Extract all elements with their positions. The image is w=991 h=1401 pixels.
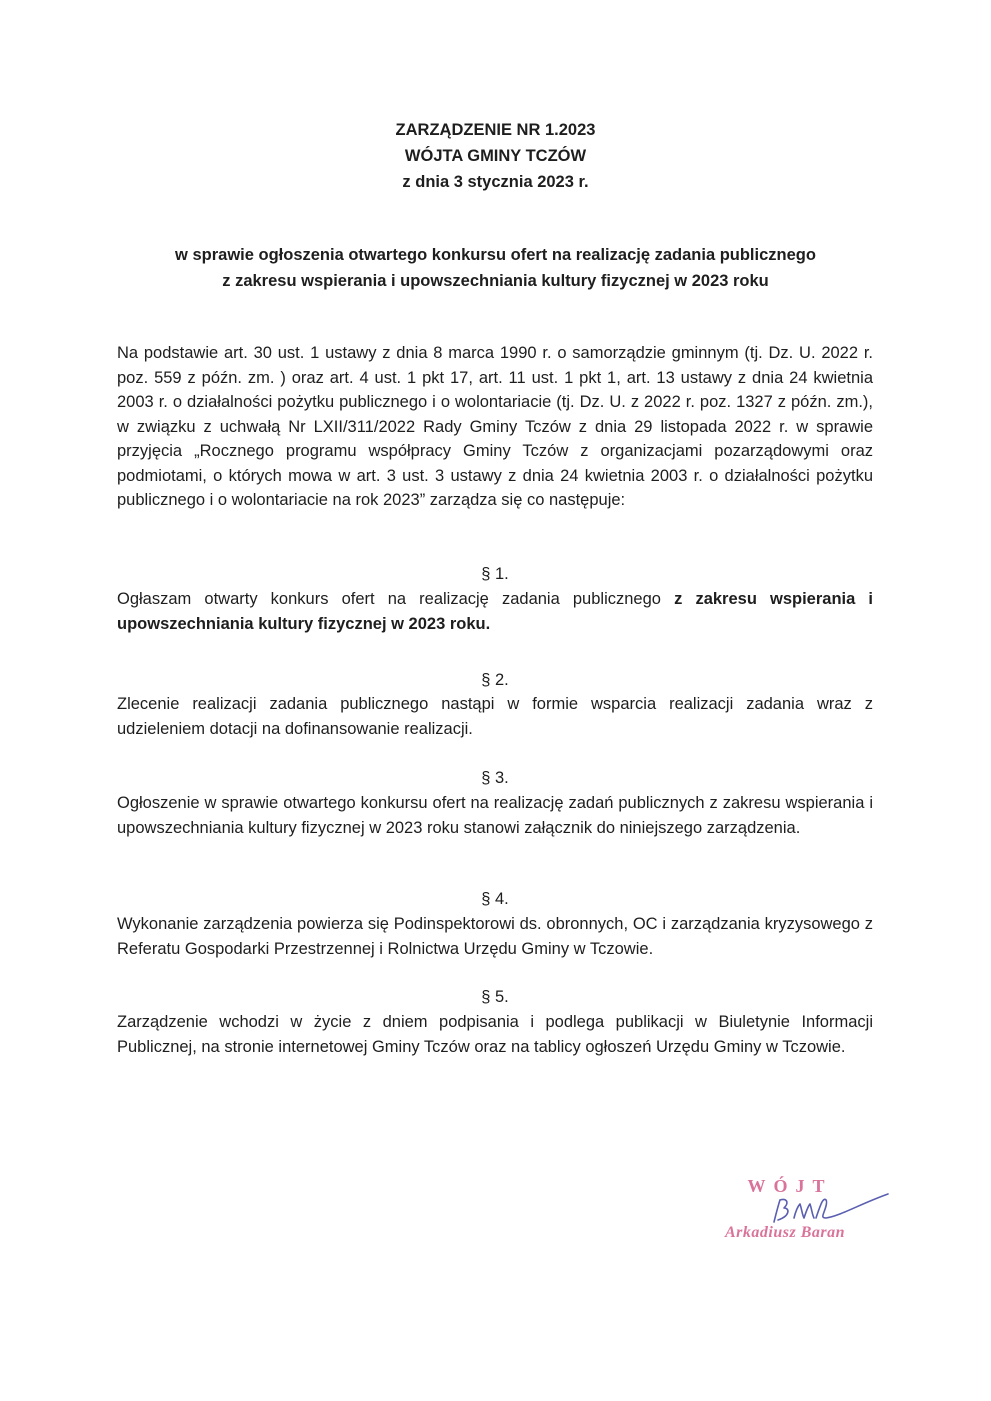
section-1-text-plain: Ogłaszam otwarty konkurs ofert na realizację zadania publicznego [117,590,675,608]
document-date: z dnia 3 stycznia 2023 r. [402,173,589,191]
section-3-title: § 3. [481,769,509,787]
section-4-text: Wykonanie zarządzenia powierza się Podinspektorowi ds. obronnych, OC i zarządzania kryzysowego z Referatu Gospodarki Przestrzennej i Rolnictwa Urzędu Gminy w Tczowie. [117,915,873,958]
section-5-title: § 5. [481,988,509,1006]
stamp-name: Arkadiusz Baran [725,1224,845,1241]
subject-line-1: w sprawie ogłoszenia otwartego konkursu ofert na realizację zadania publicznego [175,246,816,264]
section-3-text: Ogłoszenie w sprawie otwartego konkursu ofert na realizację zadań publicznych z zakresu wspierania i upowszechniania kultury fizycznej w 2023 roku stanowi załącznik do niniejszego zarządzenia. [117,794,873,837]
section-4-title: § 4. [481,890,509,908]
section-5-text: Zarządzenie wchodzi w życie z dniem podpisania i podlega publikacji w Biuletynie Informacji Publicznej, na stronie internetowej Gminy Tczów oraz na tablicy ogłoszeń Urzędu Gminy w Tczowie. [117,1013,873,1056]
stamp-title: WÓJT [747,1176,833,1196]
subject-line-2: z zakresu wspierania i upowszechniania kultury fizycznej w 2023 roku [222,272,769,290]
section-1-title: § 1. [481,565,509,583]
section-1-text-bold: z zakresu wspierania i upowszechniania kultury fizycznej w 2023 roku. [117,590,873,633]
official-stamp [700,1176,880,1256]
section-1-text [117,587,873,636]
document-subject [0,242,991,294]
legal-basis-paragraph: Na podstawie art. 30 ust. 1 ustawy z dnia 8 marca 1990 r. o samorządzie gminnym (tj. Dz. U. 2022 r. poz. 559 z późn. zm. ) oraz art. 4 ust. 1 pkt 17, art. 11 ust. 1 pkt 1, art. 13 ustawy z dnia 24 kwietnia 2003 r. o działalności pożytku publicznego i o wolontariacie (tj. Dz. U. z 2022 r. poz. 1327 z późn. zm.), w związku z uchwałą Nr LXII/311/2022 Rady Gminy Tczów z dnia 29 listopada 2022 r. w sprawie przyjęcia „Rocznego programu współpracy Gminy Tczów z organizacjami pozarządowymi oraz podmiotami, o których mowa w art. 3 ust. 3 ustawy z dnia 24 kwietnia 2003 r. o działalności pożytku publicznego i o wolontariacie na rok 2023” zarządza się co następuje: [117,344,873,509]
issuing-authority: WÓJTA GMINY TCZÓW [404,147,587,165]
document-header [0,117,991,195]
document-number: ZARZĄDZENIE NR 1.2023 [395,121,596,139]
section-2-title: § 2. [481,671,509,689]
section-2-text: Zlecenie realizacji zadania publicznego nastąpi w formie wsparcia realizacji zadania wraz z udzieleniem dotacji na dofinansowanie realizacji. [117,695,873,738]
